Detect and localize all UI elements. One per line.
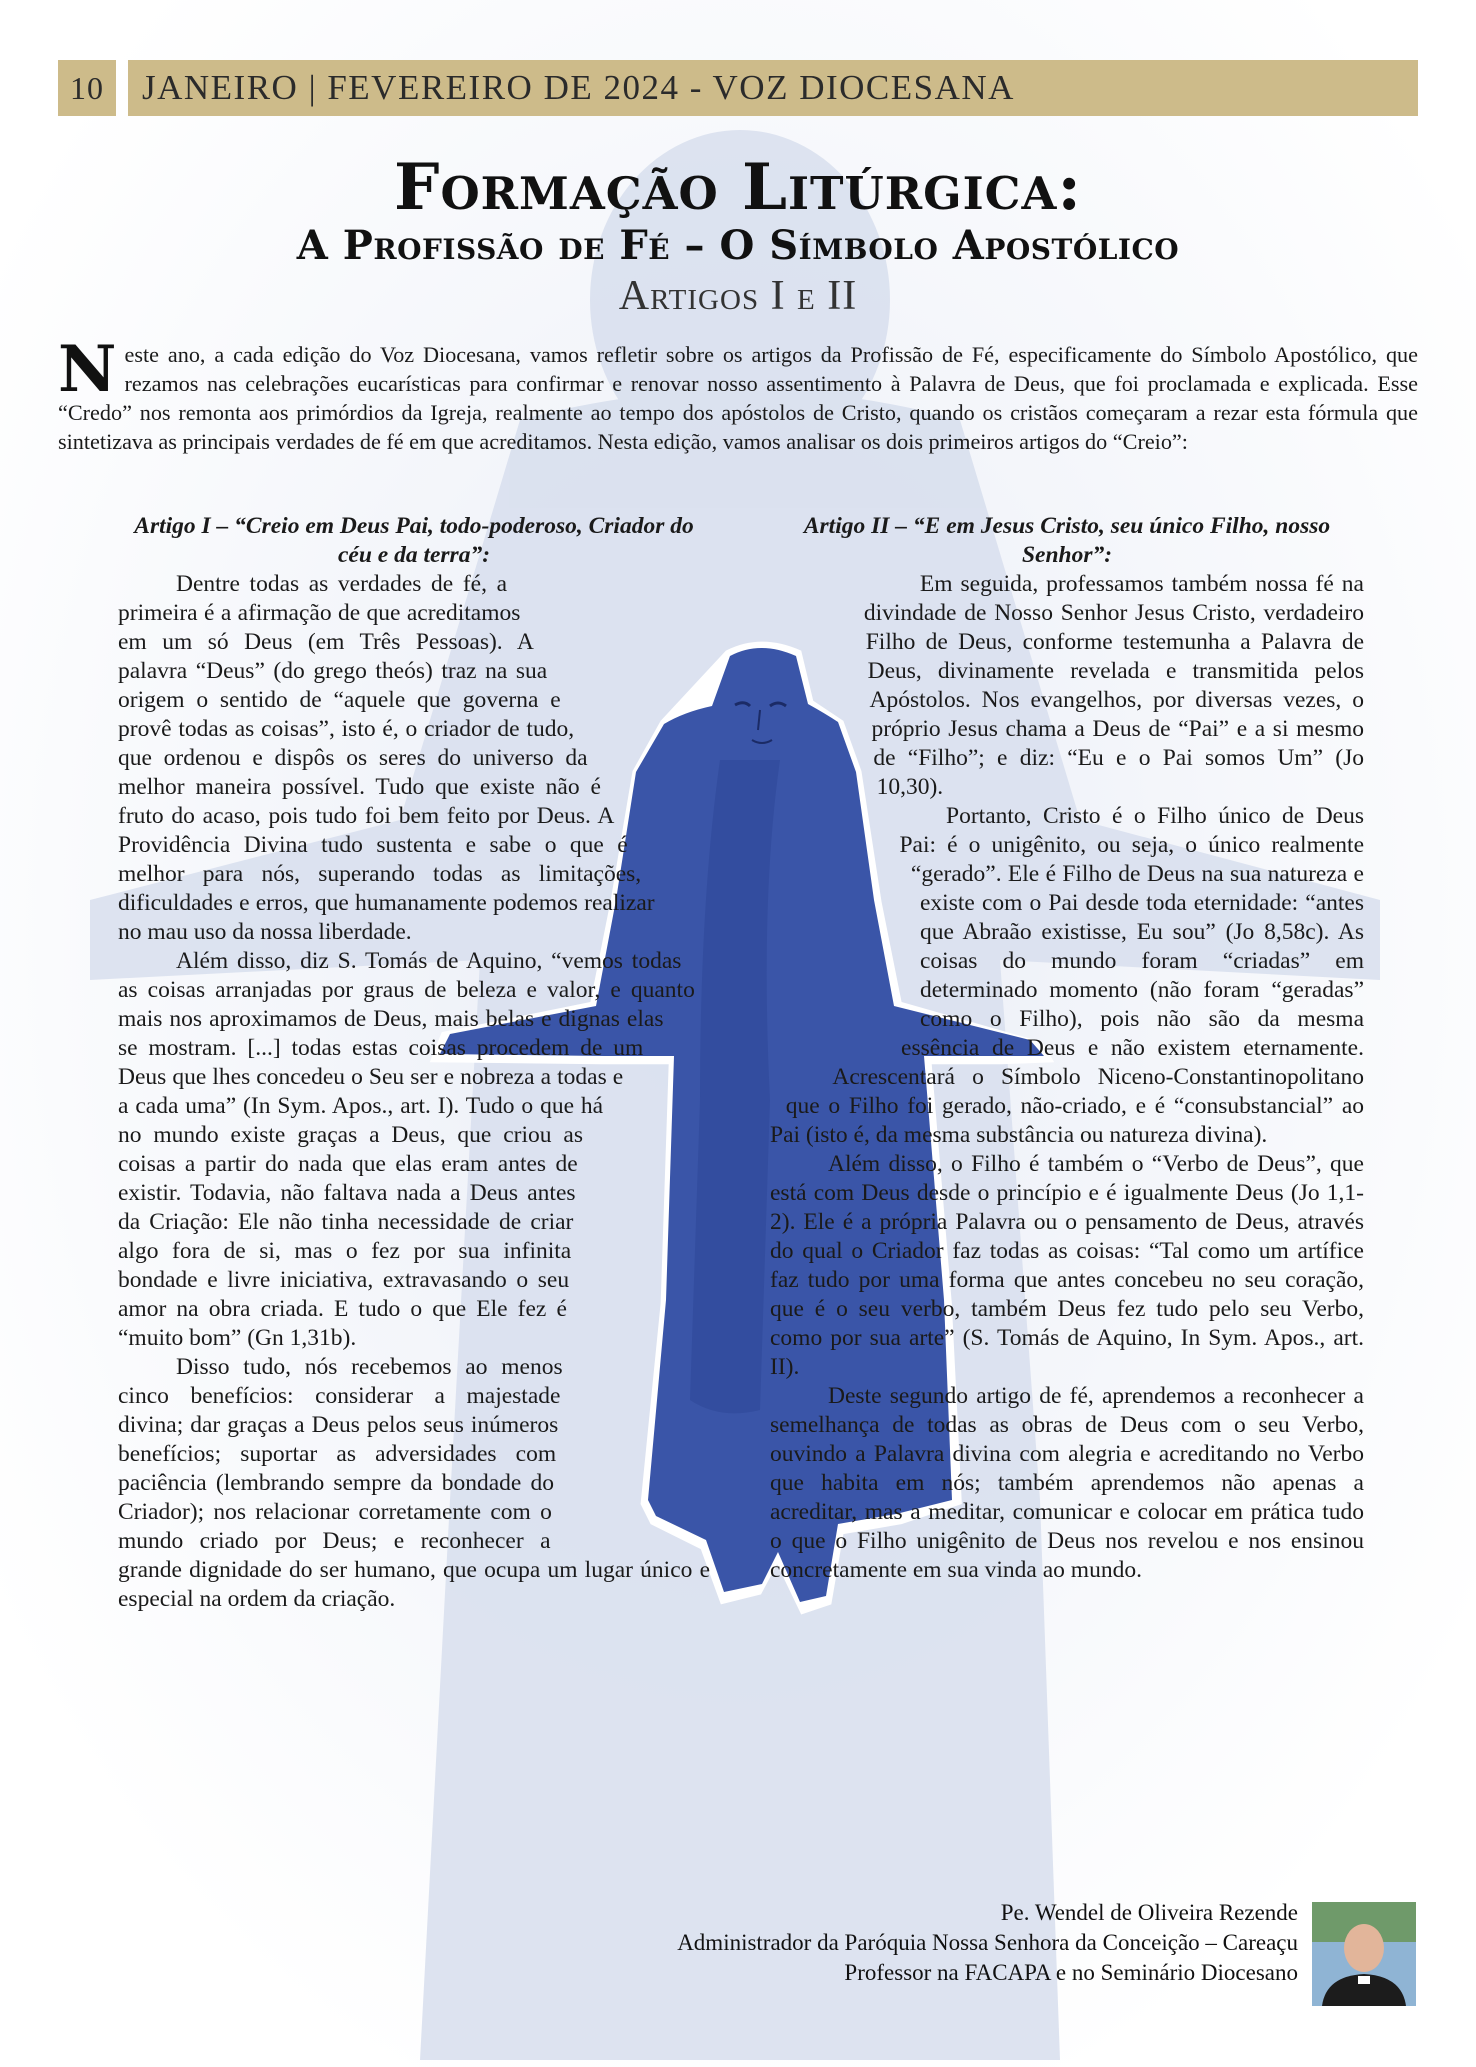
page-number: 10 (58, 60, 116, 116)
page-subtitle: A Profissão de Fé – O Símbolo Apostólico (296, 222, 1180, 269)
article-2-heading: Artigo II – “E em Jesus Cristo, seu único Filho, nosso Senhor”: (803, 513, 1331, 568)
article-1-paragraph: Disso tudo, nós recebemos ao menos cinco benefícios: considerar a majestade divina; dar graças a Deus pelos seus inúmeros benefícios; suportar as adversidades com paciência (lembrando sempre da bondade do Criador); nos relacionar corretamente com o mundo criado por Deus; e reconhecer a grande dignidade do ser humano, que ocupa um lugar único e especial na ordem da criação. (118, 1354, 710, 1612)
author-signature (677, 1898, 1298, 1988)
edition-header: JANEIRO | FEVEREIRO DE 2024 - VOZ DIOCESANA (128, 60, 1418, 116)
article-1-heading: Artigo I – “Creio em Deus Pai, todo-poderoso, Criador do céu e da terra”: (134, 513, 694, 568)
article-2-column (770, 512, 1364, 1585)
article-2-paragraph: Deste segundo artigo de fé, aprendemos a reconhecer a semelhança de todas as obras de Deus com o seu Verbo, ouvindo a Palavra divina com alegria e acreditando no Verbo que habita em nós; também aprendemos não apenas a acreditar, mas a meditar, comunicar e colocar em prática tudo o que o Filho unigênito de Deus nos revelou e nos ensinou concretamente em sua vinda ao mundo. (770, 1383, 1364, 1583)
article-1-paragraph: Dentre todas as verdades de fé, a primeira é a afirmação de que acreditamos em um só Deus (em Três Pessoas). A palavra “Deus” (do grego theós) traz na sua origem o sentido de “aquele que governa e provê todas as coisas”, isto é, o criador de tudo, que ordenou e dispôs os seres do universo da melhor maneira possível. Tudo que existe não é fruto do acaso, pois tudo foi bem feito por Deus. A Providência Divina tudo sustenta e sabe o que é melhor para nós, superando todas as limitações, dificuldades e erros, que humanamente podemos realizar no mau uso da nossa liberdade. (118, 571, 655, 945)
article-2-paragraph: Além disso, o Filho é também o “Verbo de Deus”, que está com Deus desde o princípio e é igualmente Deus (Jo 1,1-2). Ele é a própria Palavra ou o pensamento de Deus, através do qual o Criador faz todas as coisas: “Tal como um artífice faz tudo por uma forma que antes concebeu no seu coração, que é o seu verbo, também Deus fez tudo pelo seu Verbo, como por sua arte” (S. Tomás de Aquino, In Sym. Apos., art. II). (770, 1151, 1364, 1380)
article-1-column (118, 512, 710, 1614)
author-role: Professor na FACAPA e no Seminário Diocesano (844, 1960, 1298, 1985)
author-photo (1312, 1902, 1416, 2006)
author-role: Administrador da Paróquia Nossa Senhora da Conceição – Careaçu (677, 1930, 1298, 1955)
article-1-paragraph: Além disso, diz S. Tomás de Aquino, “vemos todas as coisas arranjadas por graus de beleza e valor, e quanto mais nos aproximamos de Deus, mais belas e dignas elas se mostram. [...] todas estas coisas procedem de um Deus que lhes concedeu o Seu ser e nobreza a todas e a cada uma” (In Sym. Apos., art. I). Tudo o que há no mundo existe graças a Deus, que criou as coisas a partir do nada que elas eram antes de existir. Todavia, não faltava nada a Deus antes da Criação: Ele não tinha necessidade de criar algo fora de si, mas o fez por sua infinita bondade e livre iniciativa, extravasando o seu amor na obra criada. E tudo o que Ele fez é “muito bom” (Gn 1,31b). (118, 948, 695, 1351)
articles-label: Artigos I e II (618, 273, 858, 319)
drop-cap: N (58, 332, 117, 407)
author-name: Pe. Wendel de Oliveira Rezende (1000, 1900, 1298, 1925)
intro-paragraph (58, 332, 1418, 456)
intro-text: este ano, a cada edição do Voz Diocesana, vamos refletir sobre os artigos da Profissão de Fé, especificamente do Símbolo Apostólico, que rezamos nas celebrações eucarísticas para confirmar e renovar nosso assentimento à Palavra de Deus, que foi proclamada e explicada. Esse “Credo” nos remonta aos primórdios da Igreja, realmente ao tempo dos apóstolos de Cristo, quando os cristãos começaram a rezar esta fórmula que sintetizava as principais verdades de fé em que acreditamos. Nesta edição, vamos analisar os dois primeiros artigos do “Creio”: (58, 342, 1418, 454)
page-title: Formação Litúrgica: (394, 150, 1082, 225)
article-2-paragraph: Portanto, Cristo é o Filho único de Deus Pai: é o unigênito, ou seja, o único realmente “gerado”. Ele é Filho de Deus na sua natureza e existe com o Pai desde toda eternidade: “antes que Abraão existisse, Eu sou” (Jo 8,58c). As coisas do mundo foram “criadas” em determinado momento (não foram “geradas” como o Filho), pois não são da mesma essência de Deus e não existem eternamente. Acrescentará o Símbolo Niceno-Constantinopolitano que o Filho foi gerado, não-criado, e é “consubstancial” ao Pai (isto é, da mesma substância ou natureza divina). (770, 803, 1364, 1148)
article-2-paragraph: Em seguida, professamos também nossa fé na divindade de Nosso Senhor Jesus Cristo, verdadeiro Filho de Deus, conforme testemunha a Palavra de Deus, divinamente revelada e transmitida pelos Apóstolos. Nos evangelhos, por diversas vezes, o próprio Jesus chama a Deus de “Pai” e a si mesmo de “Filho”; e diz: “Eu e o Pai somos Um” (Jo 10,30). (863, 571, 1364, 800)
